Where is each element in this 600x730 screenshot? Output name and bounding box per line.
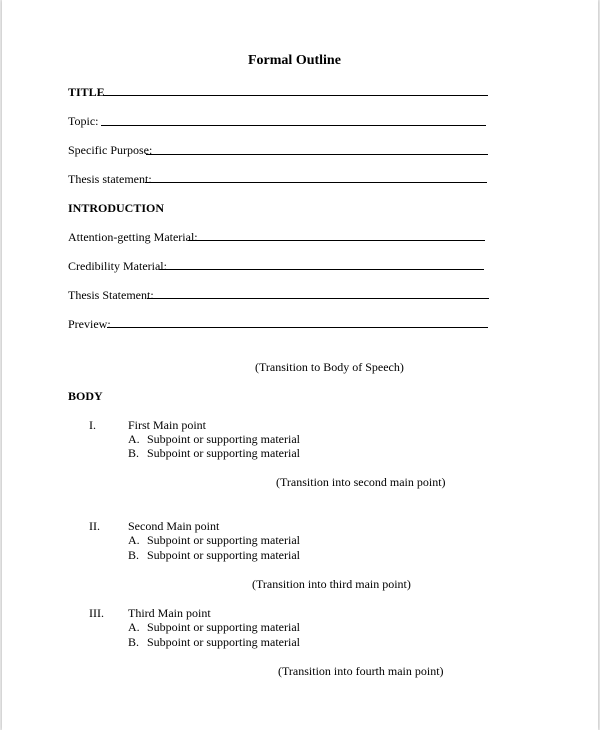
main-point-numeral: III. xyxy=(89,606,104,620)
specific-purpose-label: Specific Purpose: xyxy=(68,143,153,157)
title-fill-line[interactable] xyxy=(103,95,488,96)
topic-fill-line[interactable] xyxy=(101,125,486,126)
thesis-statement-fill-line[interactable] xyxy=(145,182,487,183)
body-heading: BODY xyxy=(68,389,103,403)
credibility-fill-line[interactable] xyxy=(159,269,484,270)
intro-thesis-label: Thesis Statement: xyxy=(68,288,154,302)
main-point-numeral: II. xyxy=(89,519,100,533)
thesis-statement-label: Thesis statement: xyxy=(68,172,152,186)
credibility-label: Credibility Material: xyxy=(68,259,167,273)
main-point-title: Second Main point xyxy=(128,519,220,533)
title-heading: TITLE xyxy=(68,85,105,99)
subpoint-text: Subpoint or supporting material xyxy=(147,432,300,446)
subpoint-text: Subpoint or supporting material xyxy=(147,533,300,547)
main-point-transition: (Transition into second main point) xyxy=(276,475,446,489)
intro-transition: (Transition to Body of Speech) xyxy=(255,360,404,374)
subpoint-letter: B. xyxy=(128,446,140,460)
preview-fill-line[interactable] xyxy=(107,327,488,328)
main-point-title: First Main point xyxy=(128,418,207,432)
introduction-heading: INTRODUCTION xyxy=(68,201,165,215)
page-title: Formal Outline xyxy=(248,53,341,68)
topic-label: Topic: xyxy=(68,114,99,128)
main-point-title: Third Main point xyxy=(128,606,211,620)
subpoint-letter: A. xyxy=(128,432,140,446)
subpoint-text: Subpoint or supporting material xyxy=(147,446,300,460)
subpoint-text: Subpoint or supporting material xyxy=(147,635,300,649)
attention-getting-label: Attention-getting Material: xyxy=(68,230,198,244)
subpoint-text: Subpoint or supporting material xyxy=(147,548,300,562)
document-page xyxy=(2,0,598,730)
preview-label: Preview: xyxy=(68,317,111,331)
main-point-transition: (Transition into fourth main point) xyxy=(278,664,444,678)
subpoint-letter: B. xyxy=(128,548,140,562)
main-point-numeral: I. xyxy=(89,418,96,432)
specific-purpose-fill-line[interactable] xyxy=(146,154,488,155)
subpoint-letter: A. xyxy=(128,533,140,547)
subpoint-letter: B. xyxy=(128,635,140,649)
subpoint-text: Subpoint or supporting material xyxy=(147,620,300,634)
main-point-transition: (Transition into third main point) xyxy=(252,577,411,591)
attention-getting-fill-line[interactable] xyxy=(188,240,485,241)
subpoint-letter: A. xyxy=(128,620,140,634)
intro-thesis-fill-line[interactable] xyxy=(147,298,489,299)
